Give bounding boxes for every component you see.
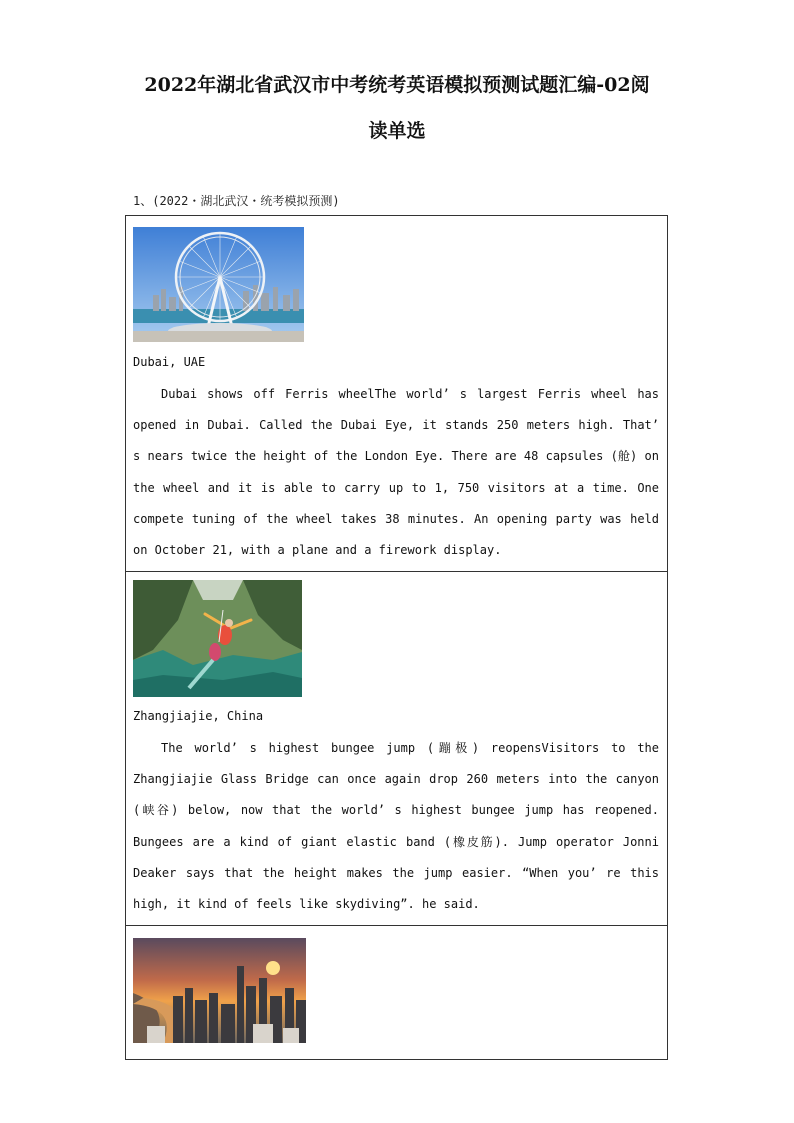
dubai-eye-photo	[133, 227, 304, 342]
entry-body	[133, 379, 659, 566]
entry-text: Dubai shows off Ferris wheelThe world’ s largest Ferris wheel has opened in Dubai. Called the Dubai Eye, it stands 250 meters high. That’ s nears twice the height of the London Eye. There are 48 capsules (舱) on the wheel and it is able to carry up to 1, 750 visitors at a time. One compete tuning of the wheel takes 38 minutes. An opening party was held on October 21, with a plane and a firework display.	[133, 387, 659, 558]
page-title	[0, 62, 794, 154]
entry-zhangjiajie	[126, 572, 667, 926]
bungee-jump-photo	[133, 580, 302, 697]
entry-location: Zhangjiajie, China	[133, 709, 264, 723]
reading-table	[125, 215, 668, 1060]
city-sunset-photo	[133, 938, 306, 1043]
title-line-2: 读单选	[368, 120, 426, 142]
entry-third	[126, 926, 667, 1059]
entry-text: The world’ s highest bungee jump (蹦极) reopensVisitors to the Zhangjiajie Glass Bridge can once again drop 260 meters into the canyon (峡谷) below, now that the world’ s highest bungee jump has reopened. Bungees are a kind of giant elastic band (橡皮筋). Jump operator Jonni Deaker says that the height makes the jump easier. “When you’ re this high, it kind of feels like skydiving”. he said.	[133, 741, 659, 912]
title-line-1: 2022年湖北省武汉市中考统考英语模拟预测试题汇编-02阅	[144, 74, 650, 96]
entry-body	[133, 733, 659, 920]
entry-dubai	[126, 216, 667, 572]
entry-location: Dubai, UAE	[133, 355, 206, 369]
question-header: 1、(2022・湖北武汉・统考模拟预测)	[133, 194, 340, 208]
